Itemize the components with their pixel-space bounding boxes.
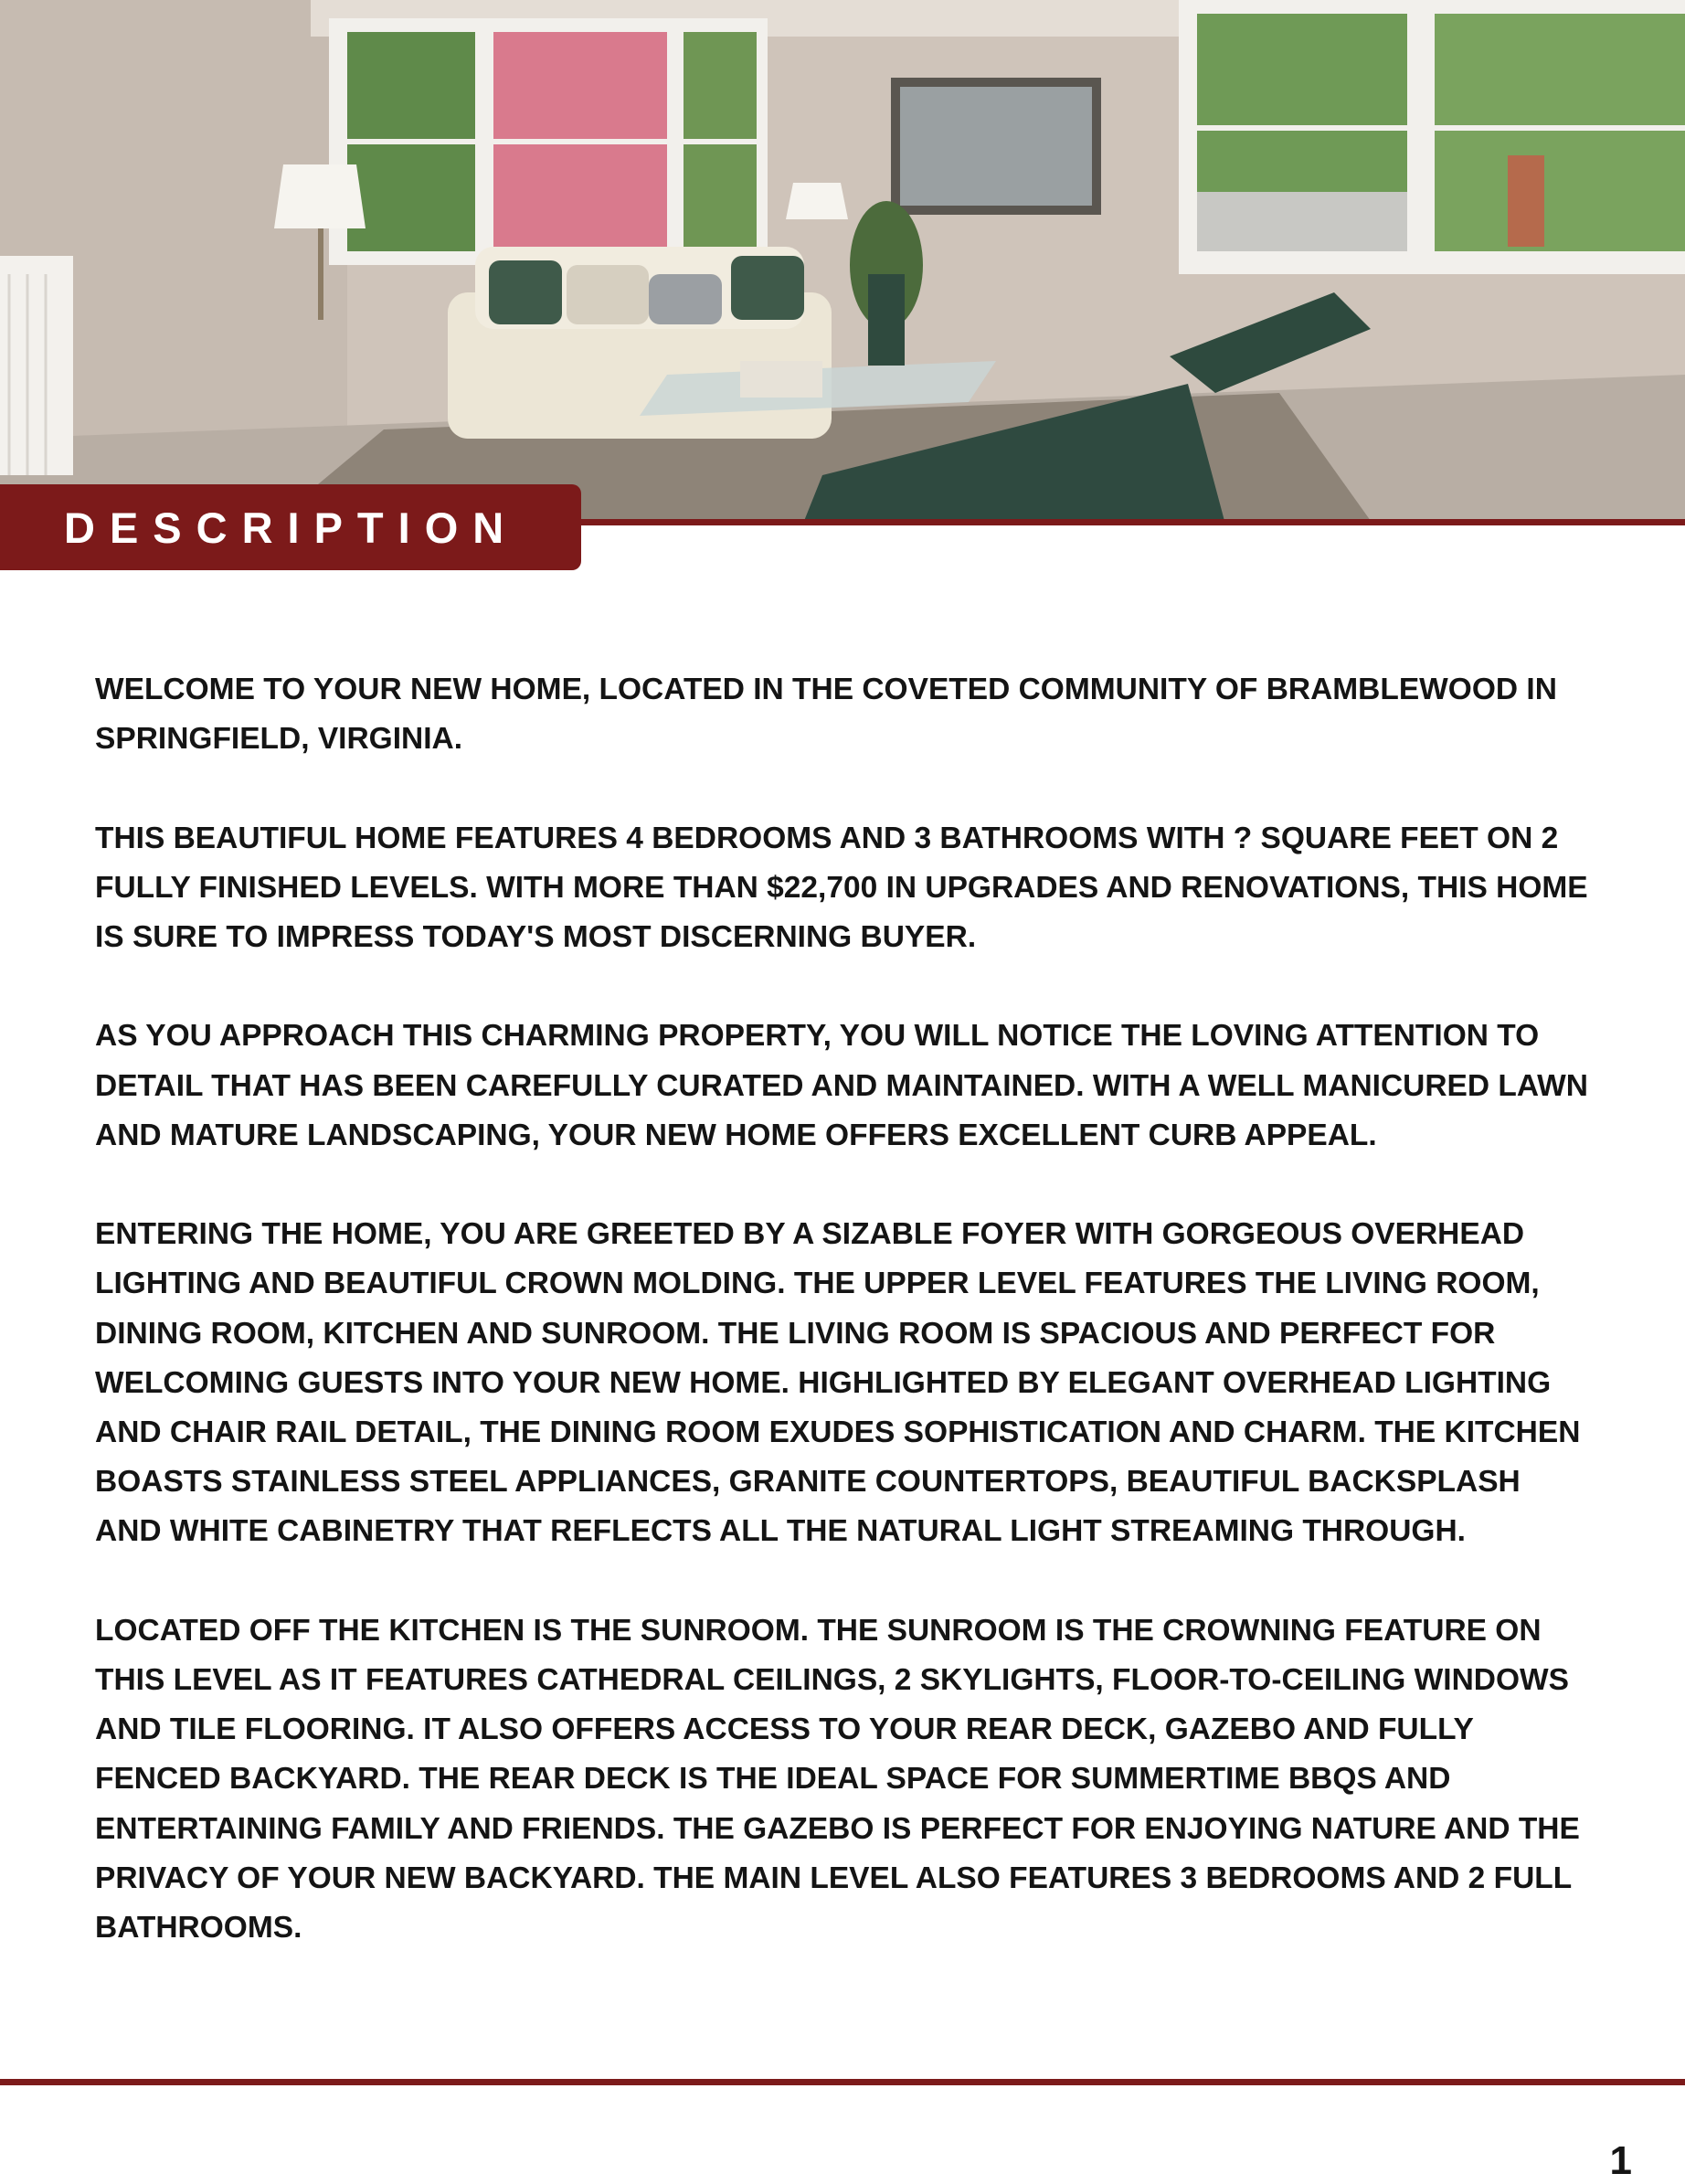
hero-photo-living-room xyxy=(0,0,1685,521)
description-body xyxy=(95,665,1594,2002)
page-number: 1 xyxy=(1609,2138,1632,2183)
paragraph-welcome: WELCOME TO YOUR NEW HOME, LOCATED IN THE COVETED COMMUNITY OF BRAMBLEWOOD IN SPRINGFIELD, VIRGINIA. xyxy=(95,673,1557,757)
section-header-tab xyxy=(0,484,581,570)
paragraph-features: THIS BEAUTIFUL HOME FEATURES 4 BEDROOMS AND 3 BATHROOMS WITH ? SQUARE FEET ON 2 FULLY FINISHED LEVELS. WITH MORE THAN $22,700 IN UPGRADES AND RENOVATIONS, THIS HOME IS SURE TO IMPRESS TODAY'S MOST DISCERNING BUYER. xyxy=(95,821,1588,954)
footer-accent-line xyxy=(0,2079,1685,2085)
paragraph-sunroom: LOCATED OFF THE KITCHEN IS THE SUNROOM. THE SUNROOM IS THE CROWNING FEATURE ON THIS LEVEL AS IT FEATURES CATHEDRAL CEILINGS, 2 SKYLIGHTS, FLOOR-TO-CEILING WINDOWS AND TILE FLOORING. IT ALSO OFFERS ACCESS TO YOUR REAR DECK, GAZEBO AND FULLY FENCED BACKYARD. THE REAR DECK IS THE IDEAL SPACE FOR SUMMERTIME BBQS AND ENTERTAINING FAMILY AND FRIENDS. THE GAZEBO IS PERFECT FOR ENJOYING NATURE AND THE PRIVACY OF YOUR NEW BACKYARD. THE MAIN LEVEL ALSO FEATURES 3 BEDROOMS AND 2 FULL BATHROOMS. xyxy=(95,1613,1580,1945)
paragraph-exterior: AS YOU APPROACH THIS CHARMING PROPERTY, YOU WILL NOTICE THE LOVING ATTENTION TO DETAIL THAT HAS BEEN CAREFULLY CURATED AND MAINTAINED. WITH A WELL MANICURED LAWN AND MATURE LANDSCAPING, YOUR NEW HOME OFFERS EXCELLENT CURB APPEAL. xyxy=(95,1019,1588,1152)
section-title: DESCRIPTION xyxy=(64,503,519,552)
paragraph-upper-level: ENTERING THE HOME, YOU ARE GREETED BY A SIZABLE FOYER WITH GORGEOUS OVERHEAD LIGHTING AND BEAUTIFUL CROWN MOLDING. THE UPPER LEVEL FEATURES THE LIVING ROOM, DINING ROOM, KITCHEN AND SUNROOM. THE LIVING ROOM IS SPACIOUS AND PERFECT FOR WELCOMING GUESTS INTO YOUR NEW HOME. HIGHLIGHTED BY ELEGANT OVERHEAD LIGHTING AND CHAIR RAIL DETAIL, THE DINING ROOM EXUDES SOPHISTICATION AND CHARM. THE KITCHEN BOASTS STAINLESS STEEL APPLIANCES, GRANITE COUNTERTOPS, BEAUTIFUL BACKSPLASH AND WHITE CABINETRY THAT REFLECTS ALL THE NATURAL LIGHT STREAMING THROUGH. xyxy=(95,1217,1581,1549)
